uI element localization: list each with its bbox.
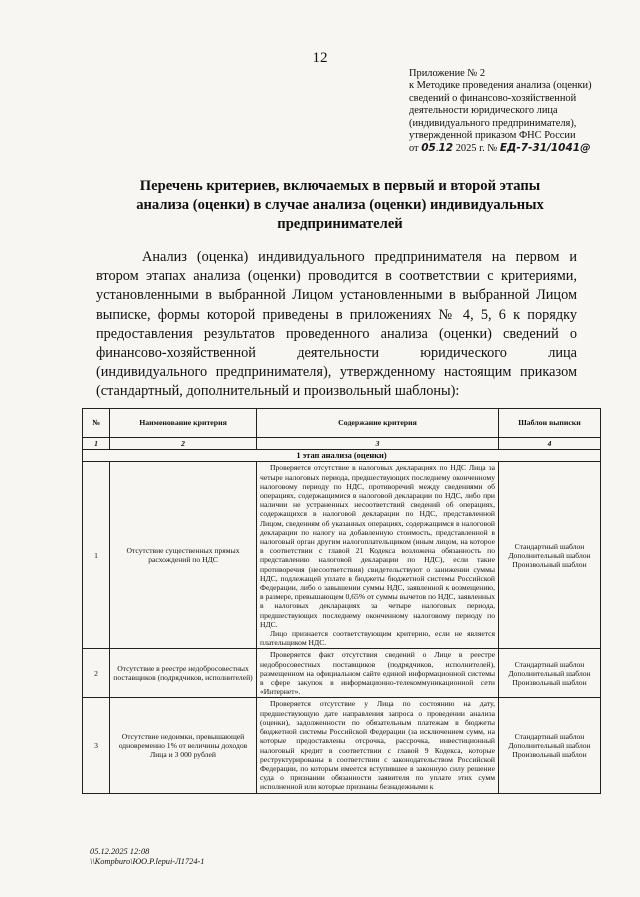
appendix-line: утвержденной приказом ФНС России	[409, 130, 576, 142]
template-custom: Произвольный шаблон	[512, 560, 587, 570]
appendix-line: к Методике проведения анализа (оценки)	[409, 80, 592, 92]
row-criterion-content	[257, 649, 499, 698]
row-criterion-name: Отсутствие существенных прямых расхождений по НДС	[110, 462, 257, 649]
row-criterion-name: Отсутствие недоимки, превышающей одновременно 1% от величины доходов Лица и 3 000 рублей	[110, 698, 257, 793]
row-num: 1	[83, 462, 110, 649]
stage-row	[83, 450, 601, 462]
template-custom: Произвольный шаблон	[512, 750, 587, 760]
order-date-line: от 05.12 2025 г. № ЕД-7-31/1041@	[409, 142, 591, 155]
column-index: 1	[83, 438, 110, 450]
date-day: 05	[421, 142, 436, 155]
template-standard: Стандартный шаблон	[514, 541, 585, 551]
template-standard: Стандартный шаблон	[514, 659, 585, 669]
row-criterion-name: Отсутствие в реестре недобросовестных поставщиков (подрядчиков, исполнителей)	[110, 649, 257, 698]
column-index: 3	[257, 438, 499, 450]
appendix-line: Приложение № 2	[409, 68, 486, 79]
content-paragraph: Лицо признается соответствующим критерию, если не является плательщиком НДС.	[260, 629, 495, 648]
header-content: Содержание критерия	[257, 409, 499, 438]
appendix-line: сведений о финансово-хозяйственной	[409, 92, 577, 104]
table-row	[83, 649, 601, 698]
order-number: ЕД-7-31/1041@	[499, 142, 591, 155]
page-number: 12	[312, 50, 328, 66]
row-templates	[499, 649, 601, 698]
criteria-table	[82, 408, 601, 794]
footer-path: \\Kompburo\ЮО.Р.lepui-Л1724-1	[90, 857, 205, 866]
table-row	[83, 462, 601, 649]
template-additional: Дополнительный шаблон	[508, 740, 591, 750]
template-additional: Дополнительный шаблон	[508, 668, 591, 678]
header-num: №	[83, 409, 110, 438]
row-criterion-content	[257, 462, 499, 649]
footer-stamp	[90, 847, 204, 867]
header-template: Шаблон выписки	[499, 409, 601, 438]
content-paragraph: Проверяется отсутствие у Лица по состоянию на дату, предшествующую дате направления запроса о проведении анализа (оценки), задолженности по обязательным платежам в бюджеты бюджетной системы Российской Федерации (за исключением сумм, на которые предоставлены отсрочка, рассрочка, инвестиционный налоговый кредит в соответствии с главой 9 Кодекса, которые реструктурированы в соответствии с законодательством Российской Федерации, по которым имеется вступившее в законную силу решение суда о признании обязанности заявителя по уплате этих сумм исполненной или которые признаны безнадежными к	[260, 699, 495, 792]
row-criterion-content	[257, 698, 499, 793]
row-num: 3	[83, 698, 110, 793]
stage-label: 1 этап анализа (оценки)	[83, 450, 601, 462]
date-year: 2025 г. №	[455, 143, 498, 155]
document-title: Перечень критериев, включаемых в первый и второй этапы анализа (оценки) в случае анализа (оценки) индивидуальных предпринимателей	[136, 178, 544, 232]
row-templates	[499, 462, 601, 649]
template-additional: Дополнительный шаблон	[508, 550, 591, 560]
date-month: 12	[438, 142, 454, 155]
row-templates	[499, 698, 601, 793]
row-num: 2	[83, 649, 110, 698]
intro-paragraph: Анализ (оценка) индивидуального предпринимателя на первом и втором этапах анализа (оценки) проводится в соответствии с критериями, установленными в выбранной Лицом установленными в выбранной Лицом выписке, формы которой приведены в приложениях № 4, 5, 6 к порядку предоставления результатов проведенного анализа (оценки) сведений о финансово-хозяйственной деятельности юридического лица (индивидуального предпринимателя), утвержденному настоящим приказом (стандартный, дополнительный и произвольный шаблоны):	[96, 249, 577, 400]
template-standard: Стандартный шаблон	[514, 731, 585, 741]
content-paragraph: Проверяется отсутствие в налоговых декларациях по НДС Лица за четыре налоговых периода, предшествующих последнему оконченному налоговому периоду по НДС, противоречий между сведениями об операциях, содержащимися в налоговой декларации по НДС, либо при наличии не устраненных несоответствий сведений об операциях, содержащихся в налоговой декларации по НДС, представленной Лицом, сведениям об указанных операциях, содержащимся в налоговой декларации по налогу на добавленную стоимость, представленной в налоговый орган другим налогоплательщиком (иным лицом, на которое в соответствии с главой 21 Кодекса возложена обязанность по представлению налоговой декларации по НДС), если такие противоречия (несоответствия) свидетельствуют о занижении суммы НДС, подлежащей уплате в бюджеты бюджетной системы Российской Федерации, либо о завышении суммы НДС, заявленной к возмещению, в размере, превышающем 0,65% от суммы вычетов по НДС, заявленных в налоговых декларациях за четыре налоговых периода, предшествующих последнему оконченному налоговому периоду по НДС.	[260, 463, 495, 629]
content-paragraph: Проверяется факт отсутствия сведений о Лице в реестре недобросовестных поставщиков (подрядчиков, исполнителей), размещенном на официальном сайте единой информационной системы в сфере закупок в информационно-телекоммуникационной сети «Интернет».	[260, 650, 495, 697]
appendix-header	[409, 68, 615, 156]
table-header-row	[83, 409, 601, 438]
date-prefix: от	[409, 143, 419, 155]
table-row	[83, 698, 601, 793]
appendix-line: деятельности юридического лица	[409, 105, 558, 117]
column-index: 2	[110, 438, 257, 450]
column-index: 4	[499, 438, 601, 450]
template-custom: Произвольный шаблон	[512, 678, 587, 688]
appendix-line: (индивидуального предпринимателя),	[409, 117, 577, 129]
header-name: Наименование критерия	[110, 409, 257, 438]
column-index-row	[83, 438, 601, 450]
footer-timestamp: 05.12.2025 12:08	[90, 847, 150, 856]
